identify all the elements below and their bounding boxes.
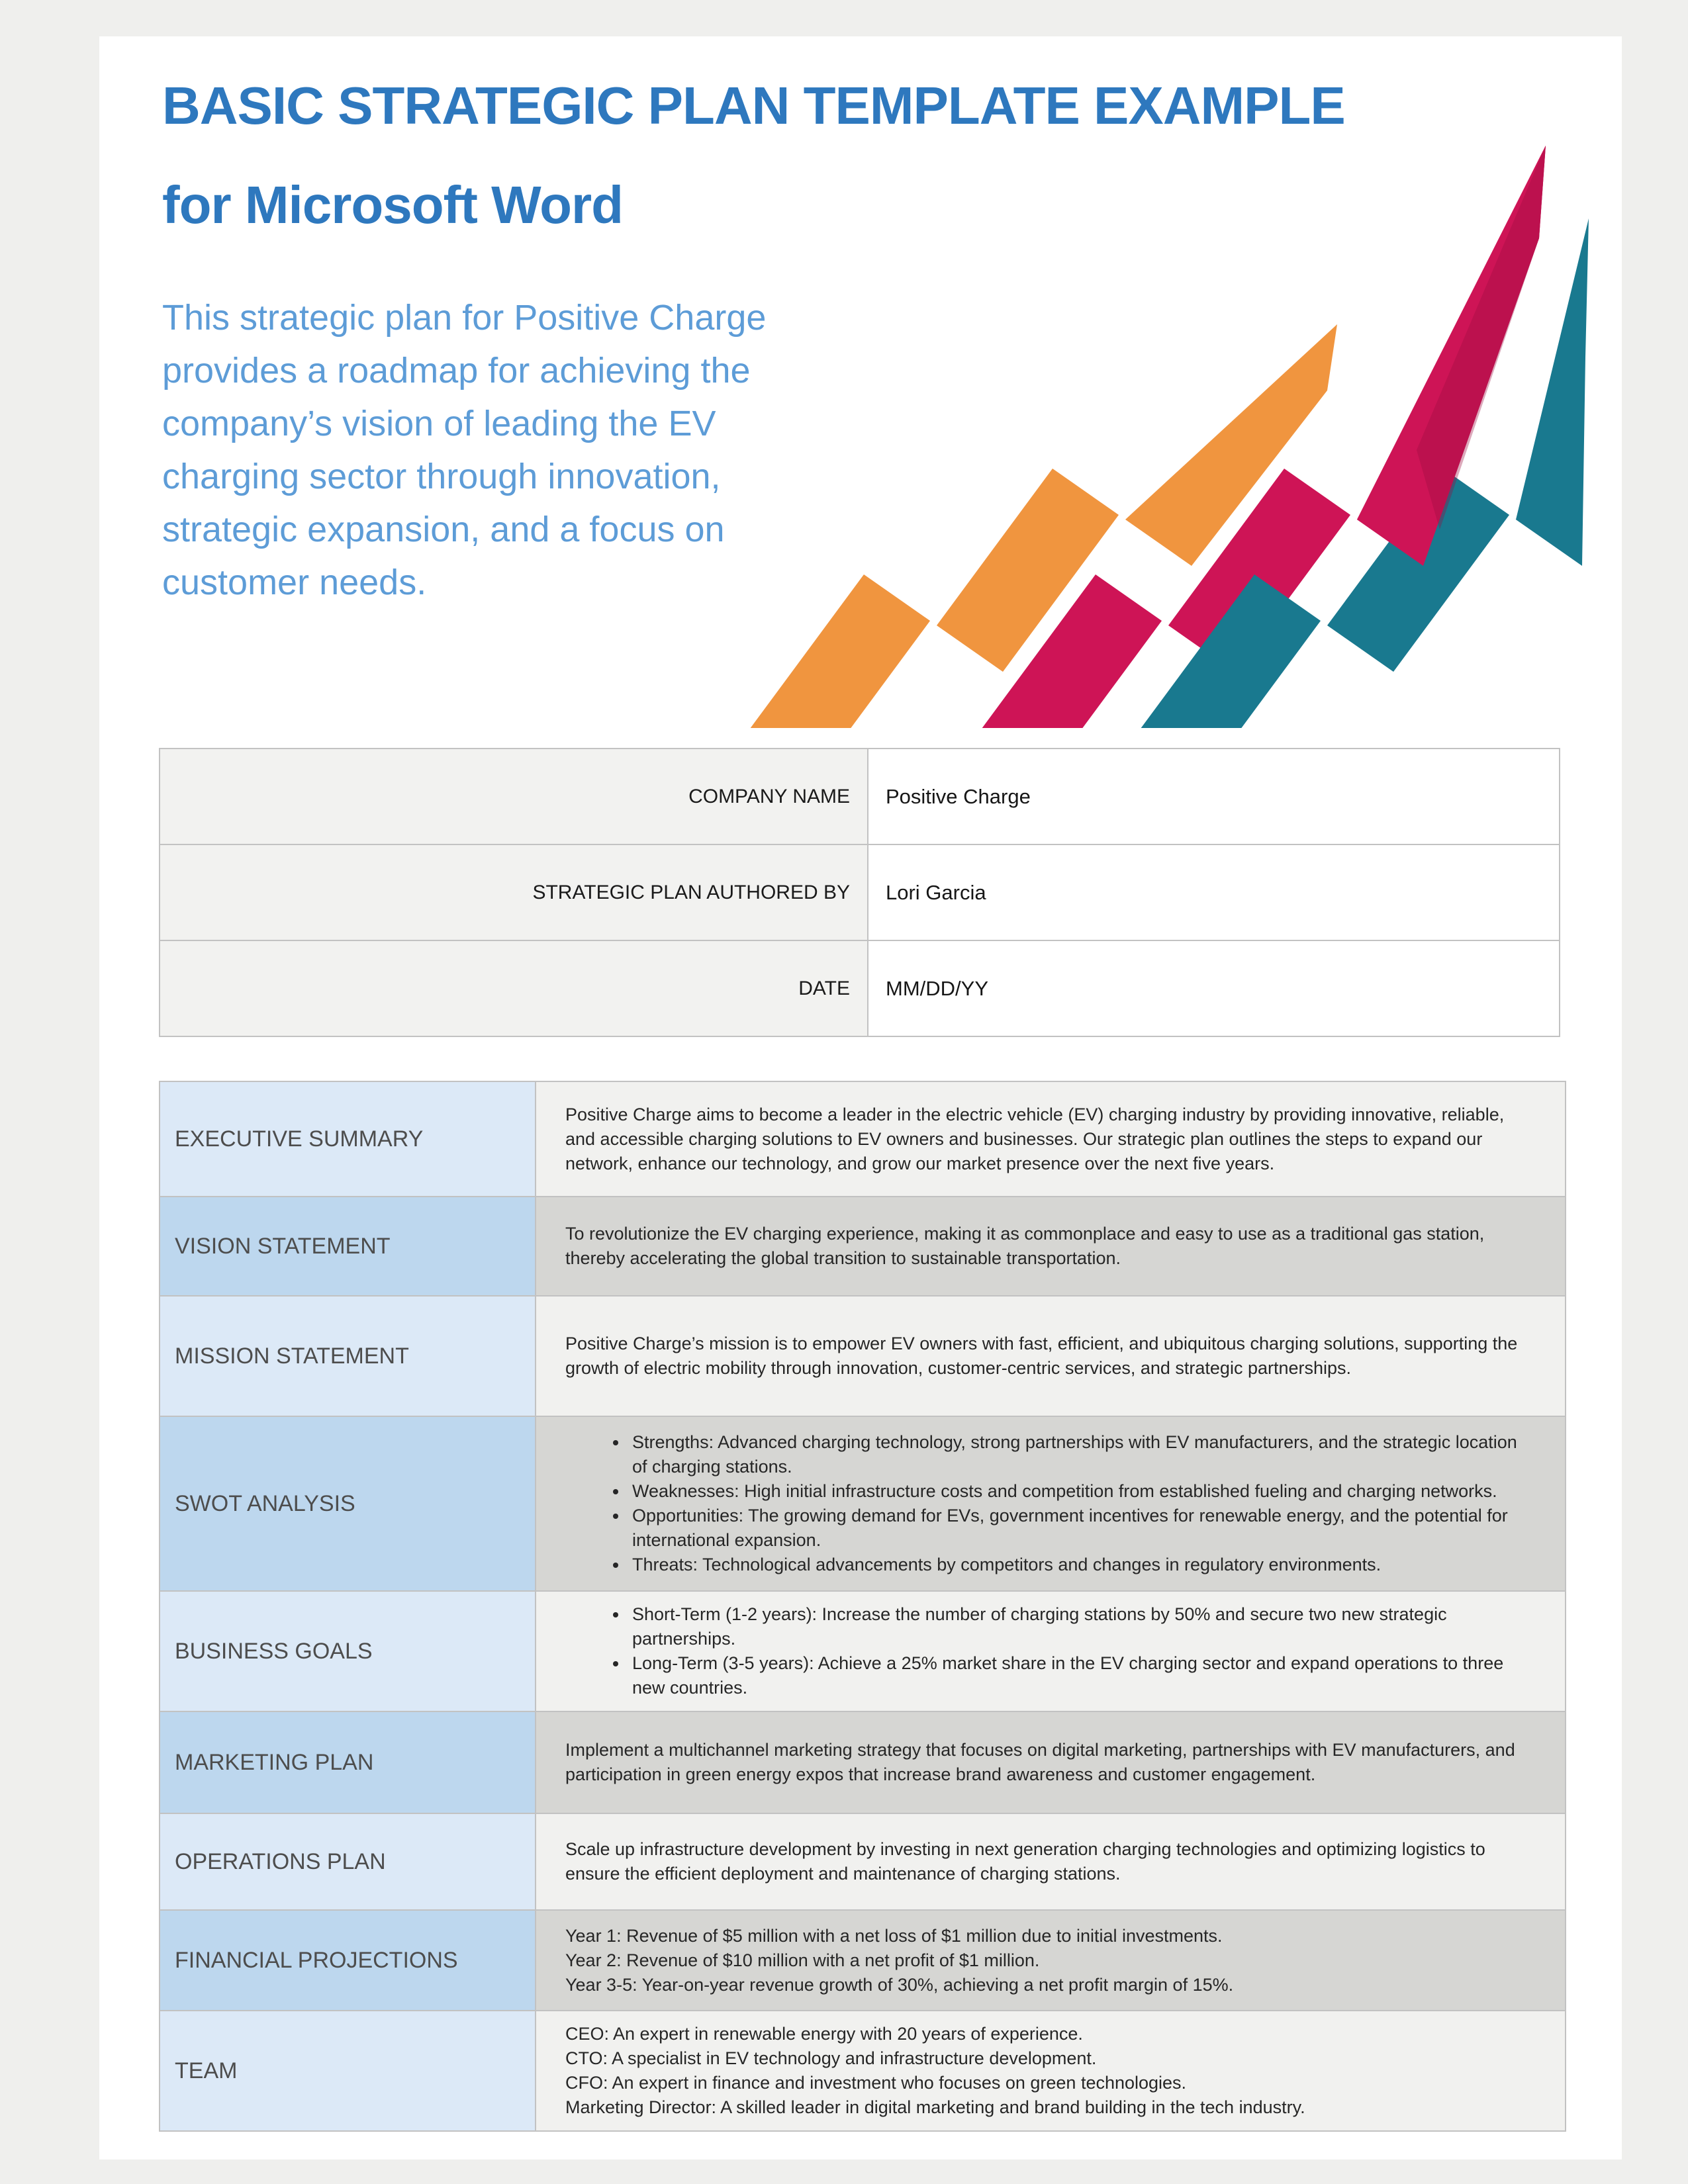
date-label: DATE: [160, 941, 868, 1036]
company-info-table: [159, 748, 1560, 1037]
row-text: Scale up infrastructure development by investing in next generation charging technologies and optimizing logistics to ensure the efficient deployment and maintenance of charging stations.: [565, 1839, 1485, 1884]
table-row: [160, 941, 1559, 1037]
row-line: Marketing Director: A skilled leader in digital marketing and brand building in the tech industry.: [565, 2097, 1305, 2117]
row-label: BUSINESS GOALS: [160, 1592, 536, 1711]
row-content: [536, 1082, 1565, 1196]
table-row-vision-statement: [160, 1197, 1565, 1297]
bullet-list: [565, 1602, 1534, 1700]
bullet-item: • Threats: Technological advancements by competitors and changes in regulatory environments.: [628, 1553, 1534, 1577]
row-text: Positive Charge aims to become a leader in the electric vehicle (EV) charging industry by providing innovative, reliable, and accessible charging solutions to EV owners and businesses. Our strategic plan outlines the steps to expand our network, enhance our technology, and grow our market presence over the next five years.: [565, 1104, 1505, 1173]
page-title-line1: BASIC STRATEGIC PLAN TEMPLATE EXAMPLE: [162, 76, 1345, 135]
bullet-item: • Long-Term (3-5 years): Achieve a 25% market share in the EV charging sector and expand operations to three new countries.: [628, 1651, 1534, 1700]
table-row-mission-statement: [160, 1297, 1565, 1417]
table-row-swot-analysis: [160, 1417, 1565, 1592]
row-label: MARKETING PLAN: [160, 1712, 536, 1813]
row-label: SWOT ANALYSIS: [160, 1417, 536, 1590]
row-label: TEAM: [160, 2011, 536, 2130]
date-value: MM/DD/YY: [868, 941, 1559, 1036]
row-text: To revolutionize the EV charging experience, making it as commonplace and easy to use as a traditional gas station, thereby accelerating the global transition to sustainable transportation.: [565, 1224, 1485, 1268]
row-line: Year 2: Revenue of $10 million with a net profit of $1 million.: [565, 1950, 1040, 1970]
row-content: [536, 1911, 1565, 2010]
row-label: FINANCIAL PROJECTIONS: [160, 1911, 536, 2010]
document-page: [99, 36, 1622, 2160]
table-row-operations-plan: [160, 1814, 1565, 1911]
row-content: [536, 1592, 1565, 1711]
table-row-marketing-plan: [160, 1712, 1565, 1814]
row-content: [536, 1297, 1565, 1416]
row-content: [536, 1417, 1565, 1590]
bullet-list: [565, 1430, 1534, 1577]
bullet-item: • Short-Term (1-2 years): Increase the number of charging stations by 50% and secure two new strategic partnerships.: [628, 1602, 1534, 1651]
authored-by-label: STRATEGIC PLAN AUTHORED BY: [160, 845, 868, 940]
row-line: Year 3-5: Year-on-year revenue growth of 30%, achieving a net profit margin of 15%.: [565, 1974, 1234, 1995]
row-label: VISION STATEMENT: [160, 1197, 536, 1295]
company-name-value: Positive Charge: [868, 749, 1559, 844]
row-content: [536, 2011, 1565, 2130]
table-row-executive-summary: [160, 1082, 1565, 1197]
page-title: [162, 56, 1559, 255]
row-text: Positive Charge’s mission is to empower EV owners with fast, efficient, and ubiquitous charging solutions, supporting the growth of electric mobility through innovation, customer-centric services, and strategic partnerships.: [565, 1334, 1518, 1378]
page-title-line2: for Microsoft Word: [162, 175, 624, 234]
authored-by-value: Lori Garcia: [868, 845, 1559, 940]
row-line: CFO: An expert in finance and investment who focuses on green technologies.: [565, 2073, 1187, 2093]
row-label: EXECUTIVE SUMMARY: [160, 1082, 536, 1196]
row-label: OPERATIONS PLAN: [160, 1814, 536, 1909]
bullet-item: • Strengths: Advanced charging technology, strong partnerships with EV manufacturers, and the strategic location of charging stations.: [628, 1430, 1534, 1479]
strategic-plan-table: [159, 1081, 1566, 2132]
table-row: [160, 845, 1559, 941]
table-row-financial-projections: [160, 1911, 1565, 2011]
row-line: Year 1: Revenue of $5 million with a net loss of $1 million due to initial investments.: [565, 1925, 1223, 1946]
row-content: [536, 1814, 1565, 1909]
table-row-business-goals: [160, 1592, 1565, 1712]
table-row: [160, 749, 1559, 845]
intro-paragraph: This strategic plan for Positive Charge provides a roadmap for achieving the company’s vision of leading the EV charging sector through innovation, strategic expansion, and a focus on customer needs.: [162, 298, 767, 602]
row-line: CTO: A specialist in EV technology and infrastructure development.: [565, 2048, 1097, 2068]
company-name-label: COMPANY NAME: [160, 749, 868, 844]
row-line: CEO: An expert in renewable energy with 20 years of experience.: [565, 2024, 1083, 2044]
row-text: Implement a multichannel marketing strategy that focuses on digital marketing, partnerships with EV manufacturers, and participation in green energy expos that increase brand awareness and customer engagement.: [565, 1740, 1515, 1784]
bullet-item: • Opportunities: The growing demand for EVs, government incentives for renewable energy, and the potential for international expansion.: [628, 1504, 1534, 1553]
row-label: MISSION STATEMENT: [160, 1297, 536, 1416]
bullet-item: • Weaknesses: High initial infrastructure costs and competition from established fueling and charging networks.: [628, 1479, 1534, 1504]
table-row-team: [160, 2011, 1565, 2132]
row-content: [536, 1197, 1565, 1295]
row-content: [536, 1712, 1565, 1813]
